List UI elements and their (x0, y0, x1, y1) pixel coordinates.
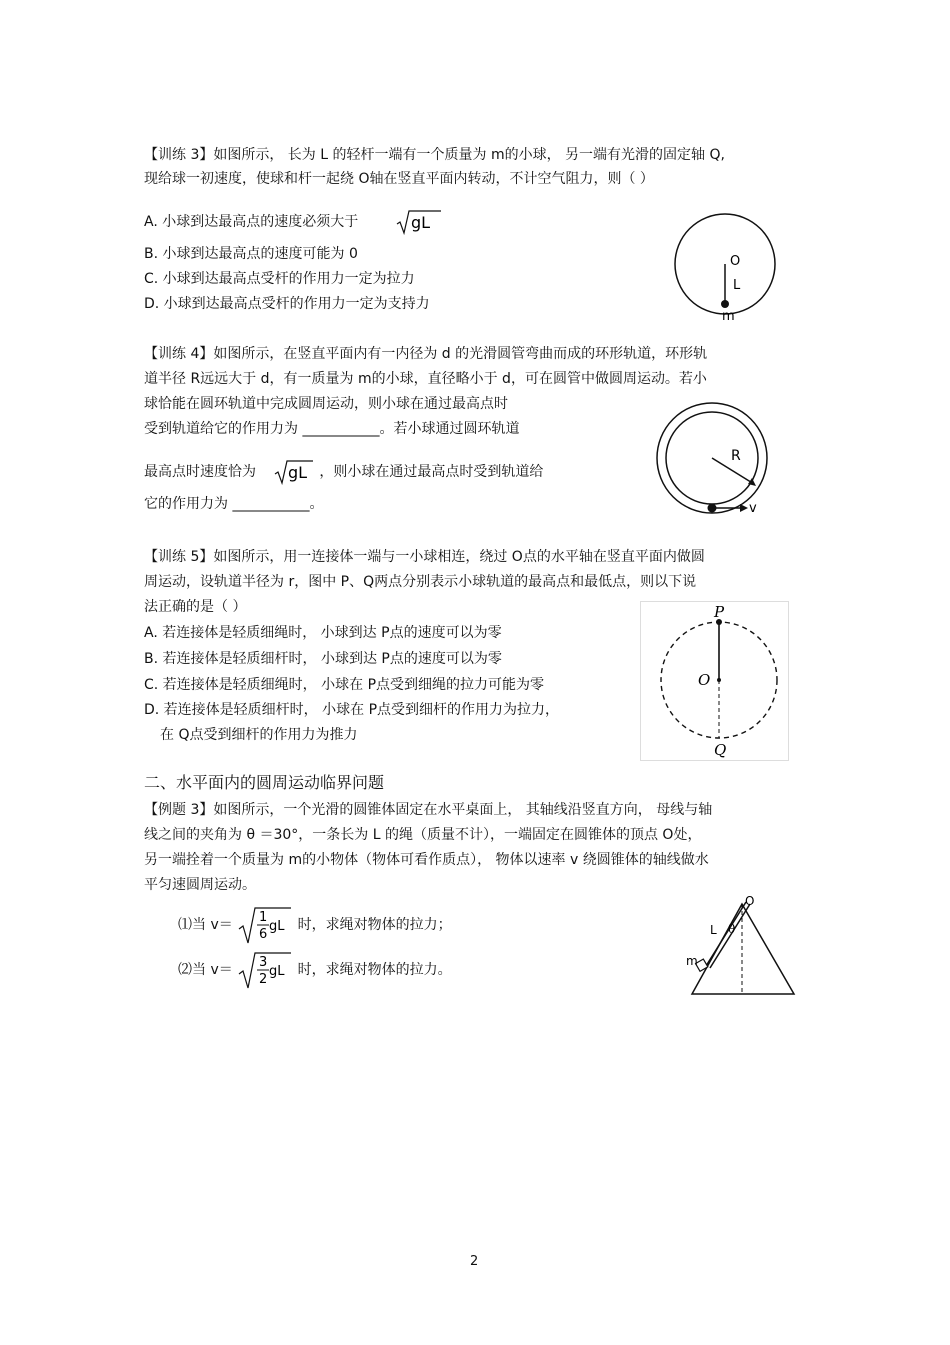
t4-line3: 球恰能在圆环轨道中完成圆周运动，则小球在通过最高点时 (144, 396, 508, 412)
t3-option-a (144, 208, 443, 236)
q1-gl: gL (269, 919, 285, 934)
t3-option-a-text: A. 小球到达最高点的速度必须大于 (144, 214, 359, 230)
t5-label-o: O (698, 671, 711, 689)
t4-line5 (144, 458, 543, 486)
ex3-label-m: m (686, 954, 698, 968)
t5-option-c: C. 若连接体是轻质细绳时， 小球在 P点受到细绳的拉力可能为零 (144, 677, 545, 693)
t3-label-o: O (730, 254, 741, 269)
q1-denominator: 6 (259, 927, 268, 942)
ex3-cone-figure (684, 890, 799, 998)
q2-suffix: 时，求绳对物体的拉力。 (297, 962, 452, 978)
t5-vertical-circle-figure (640, 601, 790, 761)
t4-line1: 【训练 4】如图所示，在竖直平面内有一内径为 d 的光滑圆管弯曲而成的环形轨道，环形轨 (144, 346, 708, 362)
t4-ring-track-figure (656, 402, 771, 517)
ex3-label-o: O (745, 894, 755, 908)
ex3-line1: 【例题 3】如图所示，一个光滑的圆锥体固定在水平桌面上， 其轴线沿竖直方向， 母线与轴 (144, 802, 713, 818)
t4-line2: 道半径 R远远大于 d，有一质量为 m的小球，直径略小于 d，可在圆管中做圆周运动。若小 (144, 371, 707, 387)
ex3-question-1 (178, 905, 452, 945)
t5-option-d: D. 若连接体是轻质细杆时， 小球在 P点受到细杆的作用力为拉力， (144, 702, 560, 718)
ex3-line4: 平匀速圆周运动。 (144, 877, 256, 893)
section2-heading: 二、水平面内的圆周运动临界问题 (144, 773, 385, 792)
t5-point-o (717, 678, 721, 682)
q2-gl: gL (269, 964, 285, 979)
ex3-question-2 (178, 950, 452, 990)
t4-line5-a: 最高点时速度恰为 (144, 464, 256, 480)
t4-line4: 受到轨道给它的作用力为 ___________。若小球通过圆环轨道 (144, 421, 520, 437)
t4-label-r: R (731, 448, 741, 464)
t5-line3: 法正确的是（ ） (144, 599, 247, 615)
q1-numerator: 1 (259, 910, 268, 925)
sqrt-sign-icon (273, 458, 315, 486)
ex3-label-l: L (710, 923, 717, 937)
q2-prefix: ⑵当 v＝ (178, 962, 233, 978)
t5-label-p: P (714, 603, 725, 621)
t3-line1: 【训练 3】如图所示， 长为 L 的轻杆一端有一个质量为 m的小球， 另一端有光滑的固定轴 Q, (144, 147, 725, 163)
q1-suffix: 时，求绳对物体的拉力； (297, 917, 452, 933)
t4-velocity-arrowhead (740, 504, 748, 512)
t4-line5-b: ，则小球在通过最高点时受到轨道给 (319, 464, 544, 480)
t5-option-b: B. 若连接体是轻质细杆时， 小球到达 P点的速度可以为零 (144, 651, 502, 667)
q2-denominator: 2 (259, 972, 268, 987)
t4-sqrt-gl: gL (287, 463, 307, 482)
t3-label-m: m (722, 309, 735, 324)
ex3-label-theta: θ (728, 922, 736, 936)
t5-line1: 【训练 5】如图所示，用一连接体一端与一小球相连，绕过 O点的水平轴在竖直平面内做圆 (144, 549, 705, 565)
t3-option-c: C. 小球到达最高点受杆的作用力一定为拉力 (144, 271, 415, 287)
t5-label-q: Q (714, 741, 727, 759)
page-number: 2 (470, 1254, 479, 1269)
t3-label-l: L (733, 278, 741, 293)
t5-option-a: A. 若连接体是轻质细绳时， 小球到达 P点的速度可以为零 (144, 625, 502, 641)
t3-line2: 现给球一初速度，使球和杆一起绕 O轴在竖直平面内转动，不计空气阻力，则（ ） (144, 171, 654, 187)
q1-prefix: ⑴当 v＝ (178, 917, 233, 933)
sqrt-fraction-icon (237, 905, 293, 945)
t4-label-v: v (749, 501, 757, 516)
q2-numerator: 3 (259, 955, 268, 970)
t5-line2: 周运动，设轨道半径为 r，图中 P、Q两点分别表示小球轨道的最高点和最低点，则以下说 (144, 574, 697, 590)
t5-option-d-cont: 在 Q点受到细杆的作用力为推力 (160, 727, 358, 743)
t3-option-b: B. 小球到达最高点的速度可能为 0 (144, 246, 358, 262)
t3-option-d: D. 小球到达最高点受杆的作用力一定为支持力 (144, 296, 430, 312)
t3-ball (721, 300, 729, 308)
sqrt-fraction-icon (237, 950, 293, 990)
t3-rod-circle-figure (670, 212, 780, 324)
ex3-cone-outline (692, 904, 794, 994)
t4-line6: 它的作用力为 ___________。 (144, 496, 324, 512)
sqrt-sign-icon (395, 208, 443, 236)
ex3-line3: 另一端拴着一个质量为 m的小物体（物体可看作质点）， 物体以速率 v 绕圆锥体的轴线做水 (144, 852, 709, 868)
ex3-line2: 线之间的夹角为 θ ＝30°，一条长为 L 的绳（质量不计），一端固定在圆锥体的顶点 O处， (144, 827, 702, 843)
t3-sqrt-gl: gL (411, 213, 431, 232)
